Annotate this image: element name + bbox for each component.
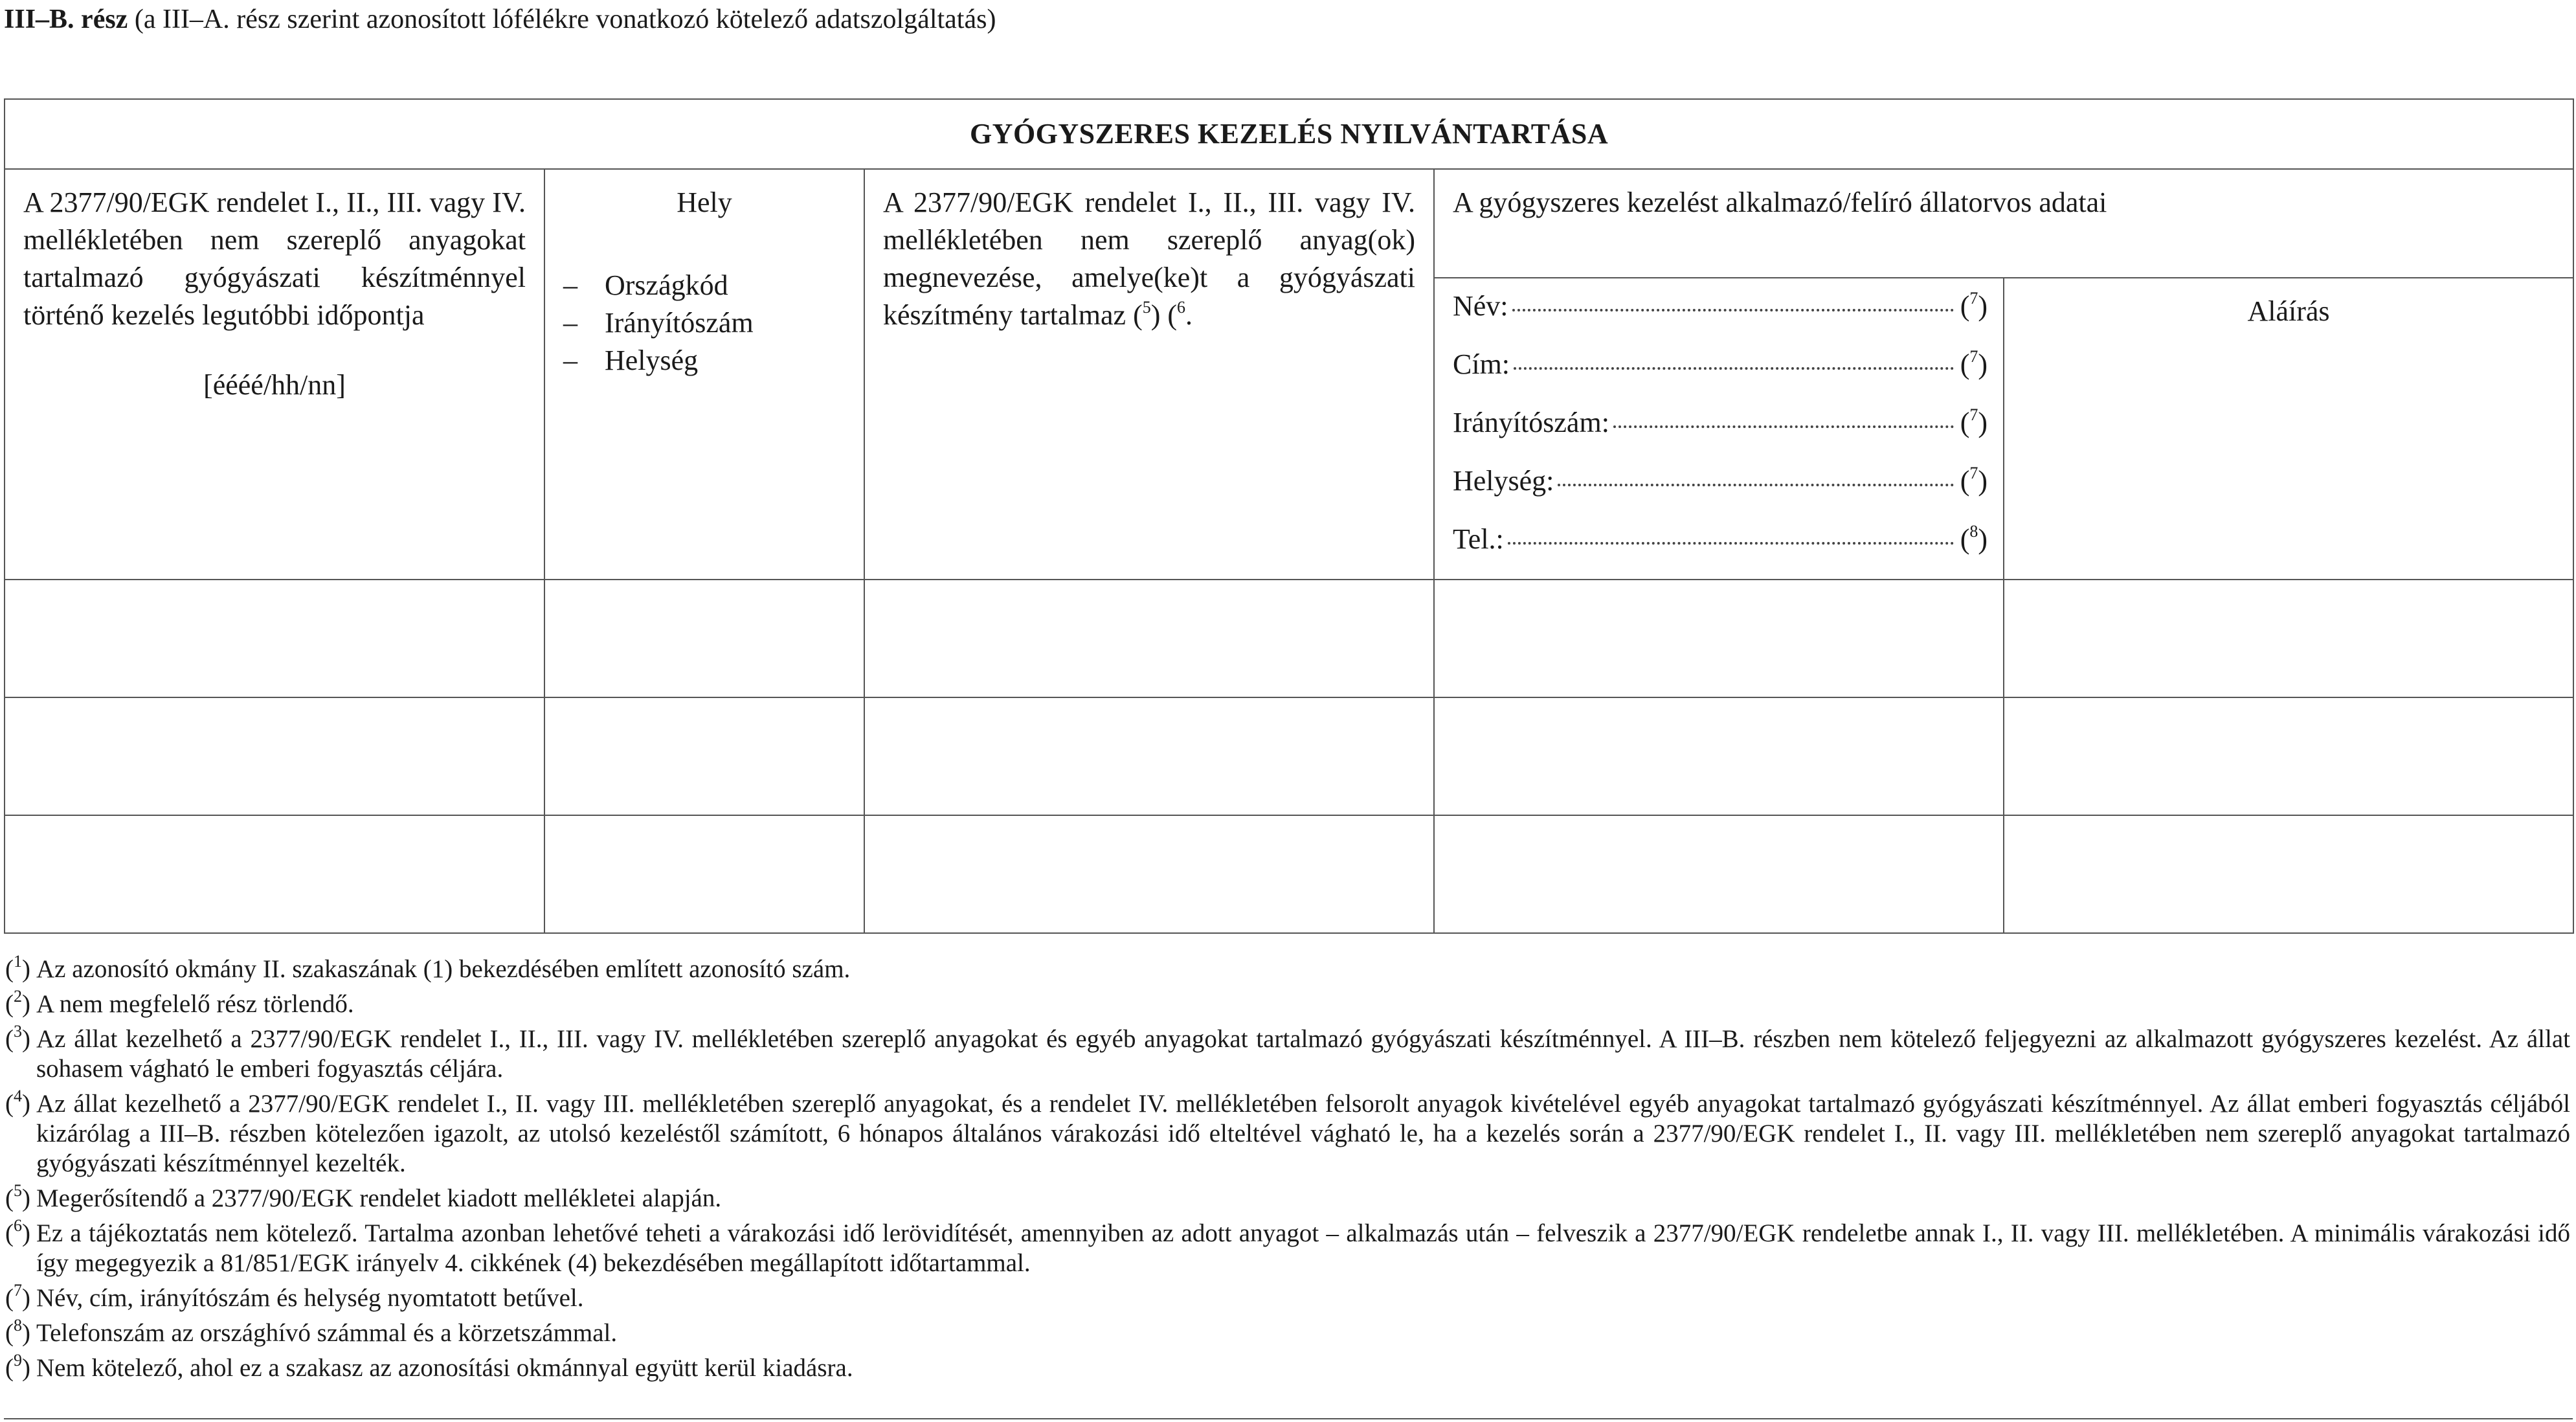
empty-cell[interactable] [5, 697, 544, 815]
empty-cell[interactable] [1434, 580, 2004, 697]
col-substance-names-text: A 2377/90/EGK rendelet I., II., III. vagy IV. mellékletében nem szereplő anyag(ok) megnevezése, amelye(ke)t a gyógyászati készítmény tartalmaz [883, 186, 1415, 331]
section-heading-bold: III–B. rész [4, 5, 128, 34]
footnote: ($^5$) Megerősítendő a 2377/90/EGK rendelet kiadott mellékletei alapján. [5, 1184, 2570, 1213]
footnote-ref: 8 [1969, 522, 1978, 541]
empty-cell[interactable] [864, 815, 1434, 933]
footnote: ($^3$) Az állat kezelhető a 2377/90/EGK rendelet I., II., III. vagy IV. mellékletében szereplő anyagokat és egyéb anyagokat tartalmazó gyógyászati készítménnyel. A III–B. részben nem kötelező feljegyezni az alkalmazott gyógyszeres kezelést. Az állat sohasem vágható le emberi fogyasztás céljára. [5, 1022, 2570, 1083]
footnote-number: 1 [14, 952, 22, 971]
vet-field-address: Cím: ($^7$) [1453, 346, 1988, 404]
vet-details [1434, 278, 2004, 580]
footnote-text: A nem megfelelő rész törlendő. [36, 990, 354, 1018]
empty-cell[interactable] [2004, 697, 2573, 815]
col-substance-names: A 2377/90/EGK rendelet I., II., III. vagy IV. mellékletében nem szereplő anyag(ok) megnevezése, amelye(ke)t a gyógyászati készítmény tartalmaz ($^5$) ($^6$. [864, 169, 1434, 580]
dotted-line [1508, 542, 1954, 545]
footnote-number: 7 [14, 1281, 22, 1300]
table-title: GYÓGYSZERES KEZELÉS NYILVÁNTARTÁSA [5, 99, 2573, 169]
signature-cell: Aláírás [2004, 278, 2573, 580]
footnote-number: 4 [14, 1087, 22, 1105]
footnote: ($^1$) Az azonosító okmány II. szakaszának (1) bekezdésében említett azonosító szám. [5, 954, 2570, 984]
empty-cell[interactable] [5, 815, 544, 933]
treatment-record-table [4, 98, 2574, 934]
dotted-line [1514, 367, 1954, 370]
bottom-rule [4, 1418, 2573, 1419]
vet-field-town: Helység: ($^7$) [1453, 462, 1988, 521]
section-heading [4, 3, 996, 36]
footnote-ref: 6 [1177, 298, 1186, 317]
dotted-line [1558, 484, 1953, 486]
footnote-number: 5 [14, 1181, 22, 1200]
empty-cell[interactable] [544, 815, 864, 933]
punctuation: . [1185, 299, 1193, 331]
footnote-ref: 7 [1969, 464, 1978, 483]
footnote: ($^6$) Ez a tájékoztatás nem kötelező. Tartalma azonban lehetővé teheti a várakozási idő lerövidítését, amennyiben az adott anyagot – alkalmazás után – felveszik a 2377/90/EGK rendeletbe annak I., II. vagy III. mellékletében. A minimális várakozási idő így megegyezik a 81/851/EGK irányelv 4. cikkének (4) bekezdésében megállapított időtartammal. [5, 1216, 2570, 1277]
footnote-text: Ez a tájékoztatás nem kötelező. Tartalma azonban lehetővé teheti a várakozási idő lerövidítését, amennyiben az adott anyagot – alkalmazás után – felveszik a 2377/90/EGK rendeletbe annak I., II. vagy III. mellékletében. A minimális várakozási idő így megegyezik a 81/851/EGK irányelv 4. cikkének (4) bekezdésében megállapított időtartammal. [36, 1219, 2570, 1277]
empty-cell[interactable] [544, 697, 864, 815]
footnote-number: 9 [14, 1351, 22, 1370]
list-item: – Irányítószám [563, 304, 864, 342]
footnote-number: 6 [14, 1216, 22, 1235]
field-label: Tel.: [1453, 523, 1504, 555]
col-last-treatment-date [5, 169, 544, 580]
empty-cell[interactable] [2004, 580, 2573, 697]
date-format: [éééé/hh/nn] [203, 369, 346, 401]
footnote-text: Az azonosító okmány II. szakaszának (1) bekezdésében említett azonosító szám. [36, 955, 851, 983]
empty-cell[interactable] [864, 697, 1434, 815]
empty-cell[interactable] [544, 580, 864, 697]
field-label: Név: [1453, 290, 1508, 322]
footnote: ($^9$) Nem kötelező, ahol ez a szakasz az azonosítási okmánnyal együtt kerül kiadásra. [5, 1353, 2570, 1383]
table-row [5, 815, 2573, 933]
footnote-ref: 5 [1142, 298, 1151, 317]
col-last-treatment-date-text: A 2377/90/EGK rendelet I., II., III. vagy IV. mellékletében nem szereplő anyagokat tartalmazó gyógyászati készítménnyel történő kezelés legutóbbi időpontja [23, 186, 526, 331]
footnote-text: Telefonszám az országhívó számmal és a körzetszámmal. [36, 1319, 618, 1347]
footnote-text: Nem kötelező, ahol ez a szakasz az azonosítási okmánnyal együtt kerül kiadásra. [36, 1354, 853, 1382]
footnote-number: 2 [14, 987, 22, 1006]
footnote-text: Név, cím, irányítószám és helység nyomtatott betűvel. [36, 1284, 584, 1312]
empty-cell[interactable] [1434, 815, 2004, 933]
footnote-number: 8 [14, 1316, 22, 1335]
col-place-title: Hely [677, 186, 732, 218]
col-vet-header: A gyógyszeres kezelést alkalmazó/felíró állatorvos adatai [1434, 169, 2573, 278]
footnote: ($^4$) Az állat kezelhető a 2377/90/EGK rendelet I., II. vagy III. mellékletében szereplő anyagokat, és a rendelet IV. mellékletében felsorolt anyagok kivételével egyéb anyagokat tartalmazó gyógyászati készítménnyel. Az állat emberi fogyasztás céljából kizárólag a III–B. részben kötelezően igazolt, az utolsó kezeléstől számított, 6 hónapos általános várakozási idő elteltével vágható le, ha a kezelés során a 2377/90/EGK rendelet I., II. vagy III. mellékletében nem szereplő anyagokat tartalmazó gyógyászati készítménnyel kezelték. [5, 1087, 2570, 1177]
table-row [5, 580, 2573, 697]
field-label: Helység: [1453, 465, 1554, 497]
dotted-line [1613, 425, 1954, 428]
empty-cell[interactable] [2004, 815, 2573, 933]
empty-cell[interactable] [1434, 697, 2004, 815]
section-heading-text: (a III–A. rész szerint azonosított lófélékre vonatkozó kötelező adatszolgáltatás) [134, 5, 996, 34]
footnote-ref: 7 [1969, 405, 1978, 425]
footnote-ref: 7 [1969, 289, 1978, 308]
list-item: – Helység [563, 342, 864, 379]
table-row [5, 697, 2573, 815]
field-label: Cím: [1453, 348, 1510, 380]
footnote-text: Az állat kezelhető a 2377/90/EGK rendelet I., II., III. vagy IV. mellékletében szereplő anyagokat és egyéb anyagokat tartalmazó gyógyászati készítménnyel. A III–B. részben nem kötelező feljegyezni az alkalmazott gyógyszeres kezelést. Az állat sohasem vágható le emberi fogyasztás céljára. [36, 1025, 2570, 1083]
place-list [563, 267, 864, 379]
footnote: ($^7$) Név, cím, irányítószám és helység nyomtatott betűvel. [5, 1283, 2570, 1313]
empty-cell[interactable] [5, 580, 544, 697]
footnote: ($^2$) A nem megfelelő rész törlendő. [5, 989, 2570, 1019]
footnote-ref: 7 [1969, 347, 1978, 367]
footnote: ($^8$) Telefonszám az országhívó számmal és a körzetszámmal. [5, 1318, 2570, 1348]
dotted-line [1512, 309, 1954, 311]
list-item: – Országkód [563, 267, 864, 304]
empty-cell[interactable] [864, 580, 1434, 697]
footnote-text: Megerősítendő a 2377/90/EGK rendelet kiadott mellékletei alapján. [36, 1184, 722, 1212]
vet-field-phone: Tel.: ($^8$) [1453, 521, 1988, 579]
field-label: Irányítószám: [1453, 407, 1609, 438]
col-place [544, 169, 864, 580]
footnote-number: 3 [14, 1022, 22, 1041]
footnote-text: Az állat kezelhető a 2377/90/EGK rendelet I., II. vagy III. mellékletében szereplő anyagokat, és a rendelet IV. mellékletében felsorolt anyagok kivételével egyéb anyagokat tartalmazó gyógyászati készítménnyel. Az állat emberi fogyasztás céljából kizárólag a III–B. részben kötelezően igazolt, az utolsó kezeléstől számított, 6 hónapos általános várakozási idő elteltével vágható le, ha a kezelés során a 2377/90/EGK rendelet I., II. vagy III. mellékletében nem szereplő anyagokat tartalmazó gyógyászati készítménnyel kezelték. [36, 1090, 2570, 1177]
vet-field-name: Név: ($^7$) [1453, 288, 1988, 346]
footnotes [5, 954, 2570, 1388]
vet-field-postcode: Irányítószám: ($^7$) [1453, 404, 1988, 462]
